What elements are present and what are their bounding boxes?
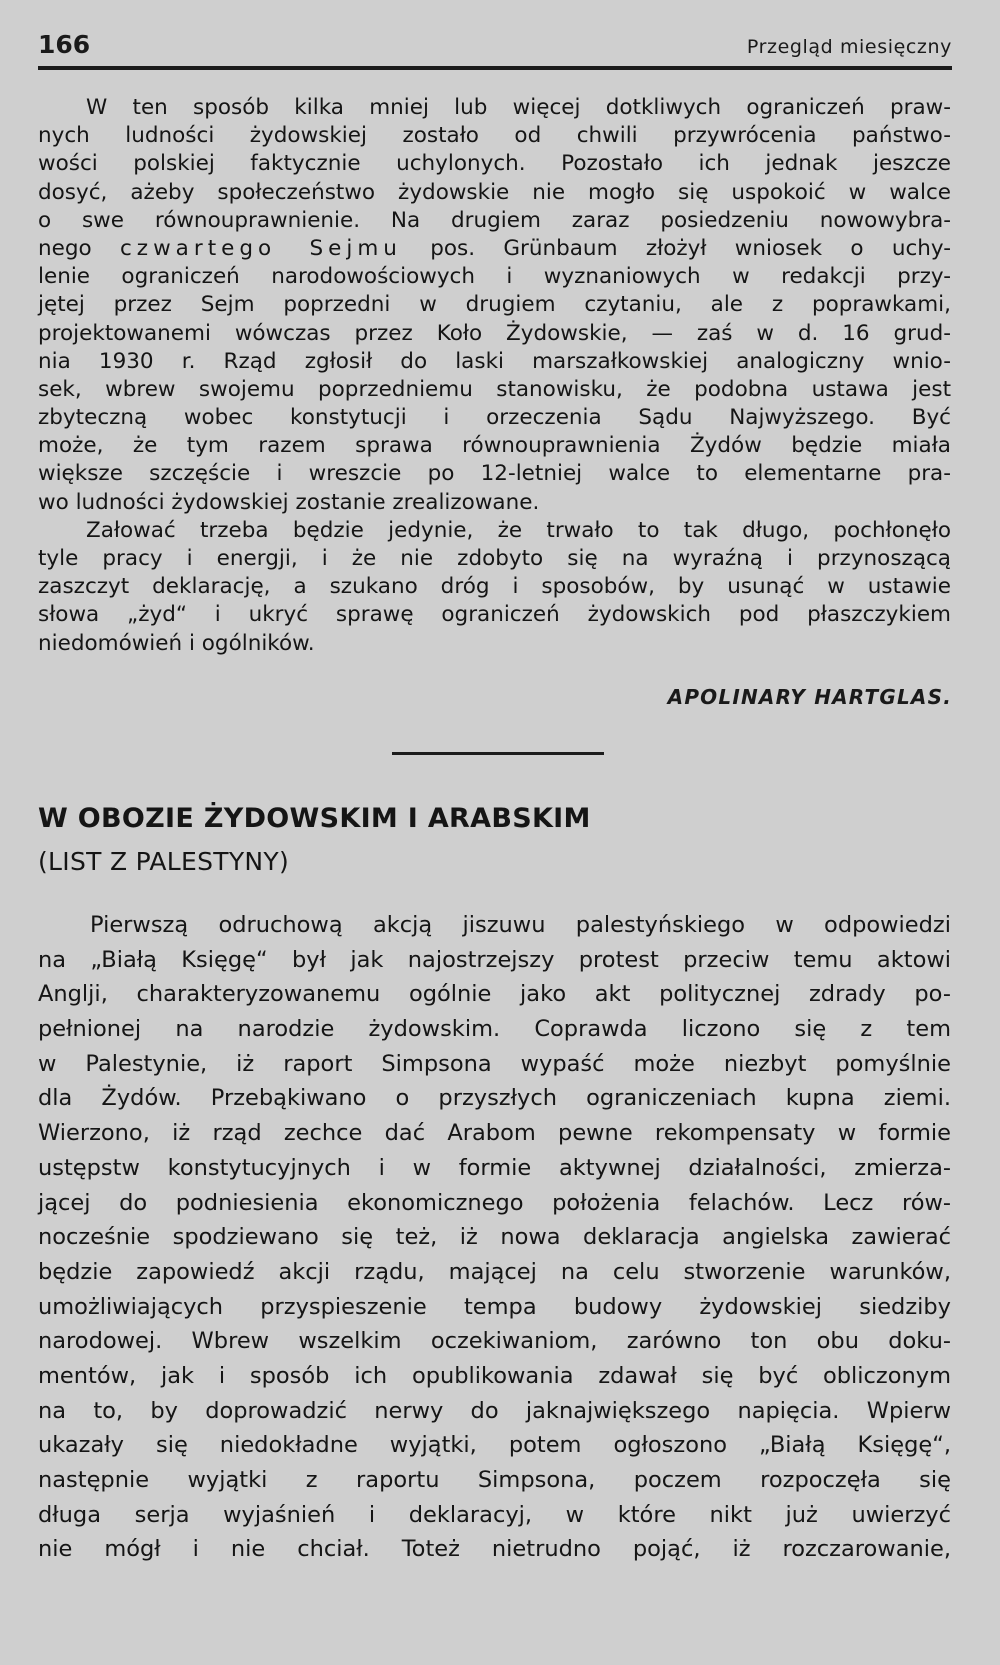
text-line: wości polskiej faktycznie uchylonych. Pozostało ich jednak jeszcze: [38, 151, 951, 177]
text-line: pełnionej na narodzie żydowskim. Coprawda liczono się z tem: [38, 1016, 951, 1043]
text-line: na „Białą Księgę“ był jak najostrzejszy protest przeciw temu aktowi: [38, 946, 951, 973]
text-line: ukazały się niedokładne wyjątki, potem ogłoszono „Białą Księgę“,: [38, 1432, 951, 1459]
text-line: słowa „żyd“ i ukryć sprawę ograniczeń żydowskich pod płaszczykiem: [38, 602, 951, 628]
text-line: dosyć, ażeby społeczeństwo żydowskie nie mogło się uspokoić w walce: [38, 179, 951, 205]
text-fragment: nego: [38, 235, 120, 261]
text-line: może, że tym razem sprawa równouprawnienia Żydów będzie miała: [38, 433, 951, 459]
text-line: Załować trzeba będzie jedynie, że trwało to tak długo, pochłonęło: [86, 517, 951, 543]
text-line: zbyteczną wobec konstytucji i orzeczenia Sądu Najwyższego. Być: [38, 405, 951, 431]
page-number: 166: [38, 30, 91, 59]
journal-title: Przegląd miesięczny: [746, 36, 952, 58]
running-header: [38, 30, 952, 66]
text-line: nie mógł i nie chciał. Toteż nietrudno pojąć, iż rozczarowanie,: [38, 1536, 951, 1563]
text-line: w Palestynie, iż raport Simpsona wypaść może niezbyt pomyślnie: [38, 1050, 951, 1077]
text-line: jącej do podniesienia ekonomicznego położenia felachów. Lecz rów-: [38, 1189, 951, 1216]
text-line: lenie ograniczeń narodowościowych i wyznaniowych w redakcji przy-: [38, 264, 951, 290]
text-line: nych ludności żydowskiej zostało od chwili przywrócenia państwo-: [38, 123, 951, 149]
text-line: Anglji, charakteryzowanemu ogólnie jako akt politycznej zdrady po-: [38, 981, 951, 1008]
text-line: tyle pracy i energji, i że nie zdobyto się na wyraźną i przynoszącą: [38, 546, 951, 571]
text-line: jętej przez Sejm poprzedni w drugiem czytaniu, ale z poprawkami,: [38, 292, 951, 318]
text-line: następnie wyjątki z raportu Simpsona, poczem rozpoczęła się: [38, 1467, 951, 1493]
text-line: narodowej. Wbrew wszelkim oczekiwaniom, zarówno ton obu doku-: [38, 1328, 951, 1355]
article-continuation: [38, 94, 951, 658]
text-line: będzie zapowiedź akcji rządu, mającej na celu stworzenie warunków,: [38, 1258, 951, 1285]
text-line: Pierwszą odruchową akcją jiszuwu palestyńskiego w odpowiedzi: [90, 912, 951, 938]
text-line: nia 1930 r. Rząd zgłosił do laski marszałkowskiej analogiczny wnio-: [38, 348, 951, 374]
text-line: sek, wbrew swojemu poprzedniemu stanowisku, że podobna ustawa jest: [38, 376, 951, 402]
text-line: zaszczyt deklarację, a szukano dróg i sposobów, by usunąć w ustawie: [38, 574, 951, 600]
text-line: długa serja wyjaśnień i deklaracyj, w które nikt już uwierzyć: [38, 1501, 951, 1528]
text-line: wo ludności żydowskiej zostanie zrealizowane.: [38, 489, 540, 515]
text-line-spaced: [38, 235, 951, 263]
text-line: na to, by doprowadzić nerwy do jaknajwiększego napięcia. Wpierw: [38, 1397, 951, 1424]
text-line: mentów, jak i sposób ich opublikowania zdawał się być obliczonym: [38, 1362, 951, 1389]
spaced-emphasis: czwartego Sejmu: [119, 235, 402, 261]
text-line: Wierzono, iż rząd zechce dać Arabom pewne rekompensaty w formie: [38, 1120, 951, 1147]
text-line: umożliwiających przyspieszenie tempa budowy żydowskiej siedziby: [38, 1293, 951, 1320]
text-line: niedomówień i ogólników.: [38, 630, 315, 656]
text-line: ustępstw konstytucyjnych i w formie aktywnej działalności, zmierza-: [38, 1154, 951, 1181]
section-separator: [392, 752, 604, 755]
text-fragment: pos. Grünbaum złożył wniosek o uchy-: [401, 235, 951, 261]
text-line: większe szczęście i wreszcie po 12-letniej walce to elementarne pra-: [38, 461, 951, 487]
text-line: nocześnie spodziewano się też, iż nowa deklaracja angielska zawierać: [38, 1224, 951, 1251]
article-body: [38, 908, 951, 1567]
article-subtitle: (LIST Z PALESTYNY): [38, 847, 290, 876]
header-rule: [38, 66, 952, 70]
author-signature: APOLINARY HARTGLAS.: [667, 685, 952, 709]
text-line: projektowanemi wówczas przez Koło Żydowskie, — zaś w d. 16 grud-: [38, 320, 951, 346]
text-line: W ten sposób kilka mniej lub więcej dotkliwych ograniczeń praw-: [86, 95, 951, 120]
text-line: dla Żydów. Przebąkiwano o przyszłych ograniczeniach kupna ziemi.: [38, 1085, 951, 1112]
text-line: o swe równouprawnienie. Na drugiem zaraz posiedzeniu nowowybra-: [38, 207, 951, 233]
article-title: W OBOZIE ŻYDOWSKIM I ARABSKIM: [38, 803, 591, 834]
